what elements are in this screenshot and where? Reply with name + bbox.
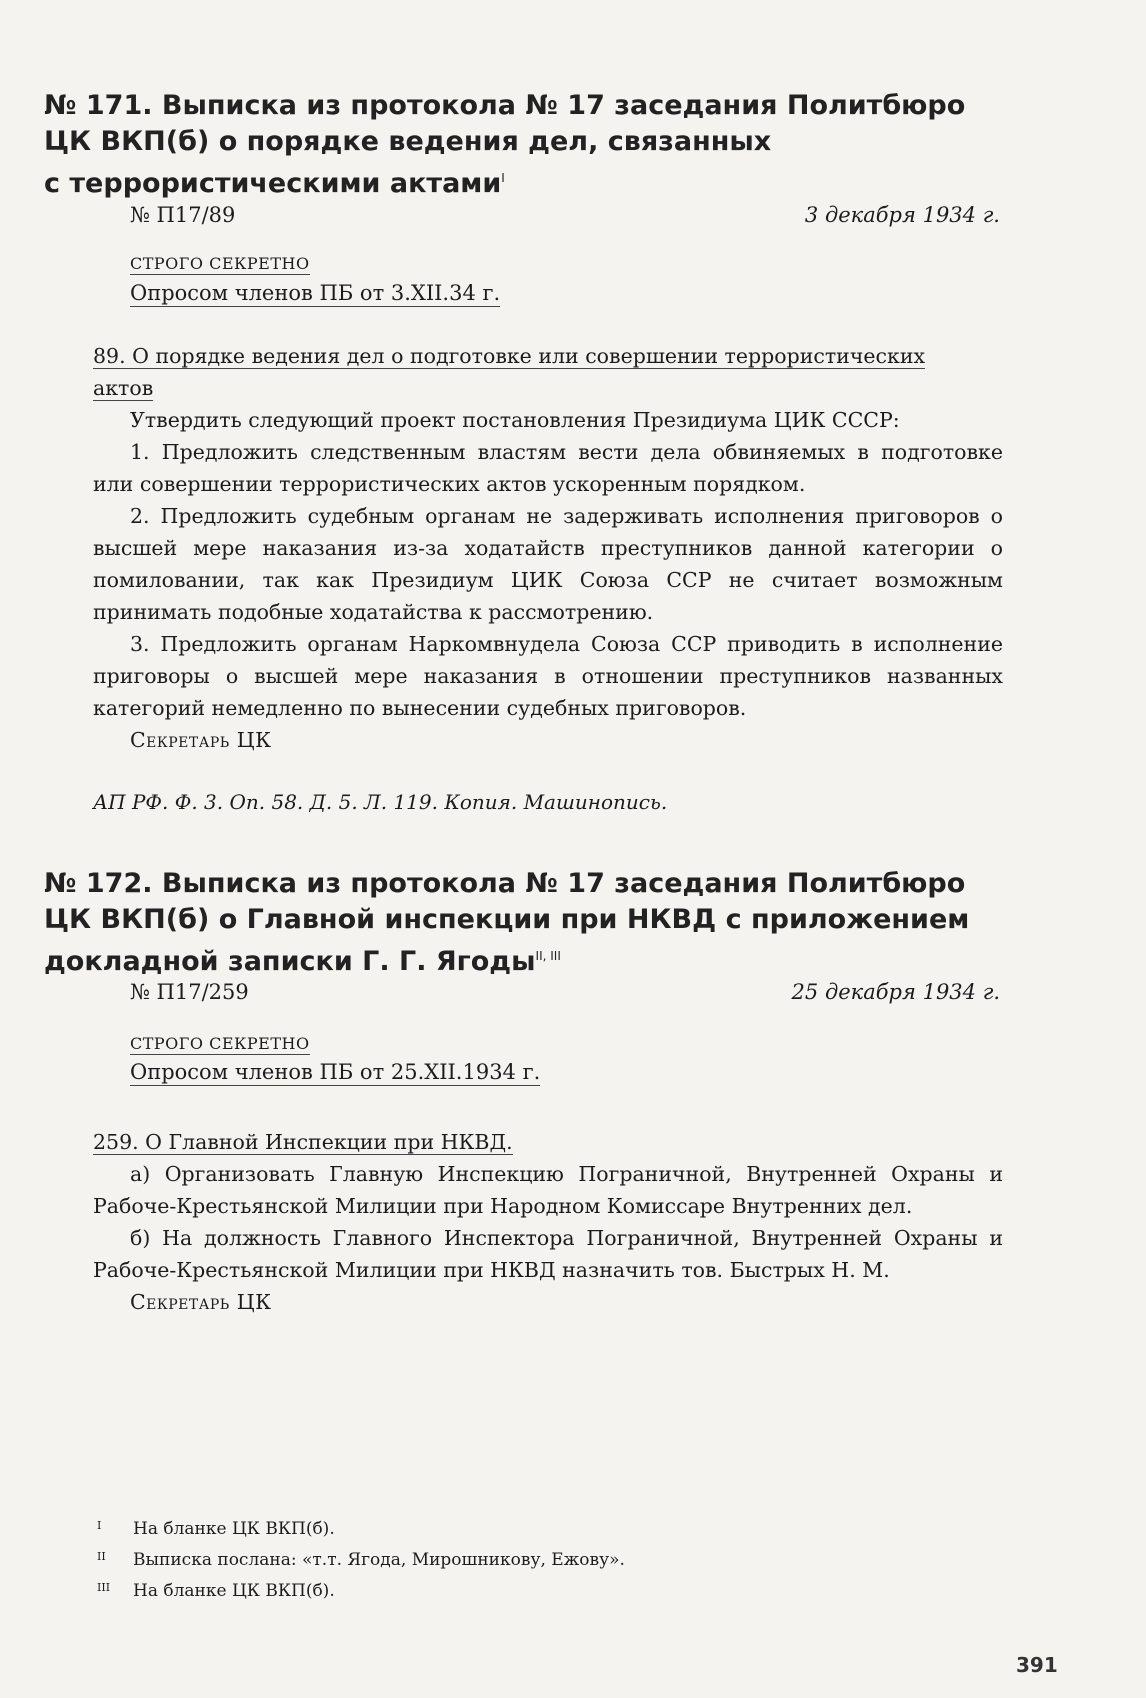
footnote-text: На бланке ЦК ВКП(б).: [133, 1581, 335, 1601]
doc171-number: № П17/89: [130, 203, 236, 227]
doc171-paragraph: 3. Предложить органам Наркомвнудела Союза ССР приводить в исполнение приговоры о высшей мере наказания в отношении преступников названных категорий немедленно по вынесении судебных приговоров.: [93, 632, 1003, 720]
footnote-mark: II: [97, 1550, 106, 1563]
doc171-signature: Секретарь ЦК: [130, 728, 272, 752]
doc172-date: 25 декабря 1934 г.: [791, 980, 1000, 1004]
doc172-body: [93, 1126, 1003, 1318]
footnote-ref: II, III: [535, 949, 561, 963]
doc171-heading-line: с террористическими актами$^I$: [44, 168, 505, 199]
doc172-heading-line: ЦК ВКП(б) о Главной инспекции при НКВД с приложением: [44, 904, 970, 935]
doc171-paragraph: 1. Предложить следственным властям вести дела обвиняемых в подготовке или совершении террористических актов ускоренным порядком.: [93, 440, 1003, 496]
footnote-mark: I: [97, 1519, 102, 1532]
doc172-signature: Секретарь ЦК: [130, 1290, 272, 1314]
footnote-text: На бланке ЦК ВКП(б).: [133, 1519, 335, 1539]
doc172-heading: [44, 866, 1004, 980]
doc171-date: 3 декабря 1934 г.: [804, 203, 1000, 227]
footnote: [97, 1514, 625, 1545]
doc172-heading-line: докладной записки Г. Г. Ягоды$^{II, III}$: [44, 946, 561, 977]
footnote: [97, 1545, 625, 1576]
doc172-secret-label: СТРОГО СЕКРЕТНО: [130, 1034, 310, 1053]
doc172-heading-line: № 172. Выписка из протокола № 17 заседания Политбюро: [44, 868, 966, 899]
doc171-item-title: 89. О порядке ведения дел о подготовке или совершении террористических актов: [93, 344, 926, 400]
doc171-body: [93, 340, 1003, 756]
doc172-poll-label: Опросом членов ПБ от 25.XII.1934 г.: [130, 1060, 541, 1084]
footnotes: [97, 1514, 625, 1607]
doc171-poll-label: Опросом членов ПБ от 3.XII.34 г.: [130, 281, 501, 305]
footnote-text: Выписка послана: «т.т. Ягода, Мирошникову, Ежову».: [133, 1550, 625, 1570]
page-number: 391: [1016, 1653, 1058, 1677]
doc171-paragraph: Утвердить следующий проект постановления Президиума ЦИК СССР:: [130, 408, 900, 432]
doc172-item-title: 259. О Главной Инспекции при НКВД.: [93, 1130, 513, 1154]
doc171-heading-line: ЦК ВКП(б) о порядке ведения дел, связанных: [44, 126, 772, 157]
footnote-mark: III: [97, 1581, 111, 1594]
footnote-ref: I: [501, 171, 505, 185]
doc171-secret-label: СТРОГО СЕКРЕТНО: [130, 254, 310, 273]
doc171-paragraph: 2. Предложить судебным органам не задерживать исполнения приговоров о высшей мере наказания из-за ходатайств преступников данной категории о помиловании, так как Президиум ЦИК Союза ССР не считает возможным принимать подобные ходатайства к рассмотрению.: [93, 504, 1003, 624]
doc172-number: № П17/259: [130, 980, 249, 1004]
doc172-paragraph: а) Организовать Главную Инспекцию Пограничной, Внутренней Охраны и Рабоче-Крестьянской Милиции при Народном Комиссаре Внутренних дел.: [93, 1162, 1003, 1218]
doc171-heading: [44, 88, 1004, 202]
doc171-heading-line: № 171. Выписка из протокола № 17 заседания Политбюро: [44, 90, 966, 121]
doc172-paragraph: б) На должность Главного Инспектора Пограничной, Внутренней Охраны и Рабоче-Крестьянской Милиции при НКВД назначить тов. Быстрых Н. М.: [93, 1226, 1003, 1282]
doc171-source: АП РФ. Ф. 3. Оп. 58. Д. 5. Л. 119. Копия. Машинопись.: [93, 790, 668, 814]
footnote: [97, 1576, 625, 1607]
